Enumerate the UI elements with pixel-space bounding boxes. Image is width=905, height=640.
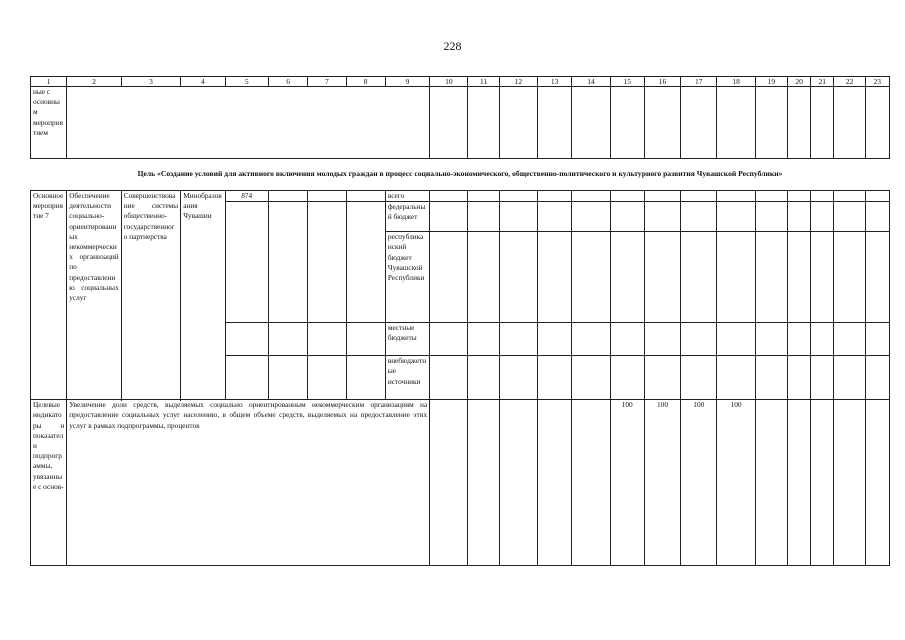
column-number: 12 bbox=[499, 77, 537, 87]
indicator-value: 100 bbox=[644, 400, 680, 566]
source-label: федеральный бюджет bbox=[385, 202, 429, 232]
column-number: 16 bbox=[644, 77, 680, 87]
column-number: 19 bbox=[755, 77, 787, 87]
column-number: 1 bbox=[31, 77, 67, 87]
indicator-value: 100 bbox=[717, 400, 755, 566]
column-number: 22 bbox=[834, 77, 865, 87]
empty-cell bbox=[67, 87, 430, 159]
column-number: 21 bbox=[811, 77, 834, 87]
indicator-text: Увеличение доли средств, выделяемых социально ориентированным некоммерческим организациям на предоставление социальных услуг населению, в общем объеме средств, выделяемых на предоставление этих услуг в рамках подпрограммы, процентов bbox=[67, 400, 430, 566]
column-number: 4 bbox=[181, 77, 225, 87]
indicator-value: 100 bbox=[610, 400, 644, 566]
measure-row-total bbox=[31, 191, 890, 202]
indicator-label: Целевые индикаторы и показатели подпрограммы, увязанные с основ- bbox=[31, 400, 67, 566]
measure-name: Обеспечение деятельности социально-ориентированных некоммерческих организаций по предоставлению социальных услуг bbox=[67, 191, 121, 400]
measure-executor: Минобразования Чувашии bbox=[181, 191, 225, 400]
column-number: 17 bbox=[681, 77, 717, 87]
continuation-label: ные с основным мероприятием bbox=[31, 87, 67, 159]
column-number: 2 bbox=[67, 77, 121, 87]
budget-code: 874 bbox=[225, 191, 268, 202]
column-number: 3 bbox=[121, 77, 180, 87]
source-label: всего bbox=[385, 191, 429, 202]
goal-heading: Цель «Создание условий для активного включения молодых граждан в процесс социально-экономического, общественно-политического и культурного развития Чувашской Республики» bbox=[31, 159, 890, 191]
column-number: 18 bbox=[717, 77, 755, 87]
column-number-row bbox=[31, 77, 890, 87]
column-number: 23 bbox=[865, 77, 889, 87]
program-table bbox=[30, 76, 890, 566]
column-number: 7 bbox=[308, 77, 346, 87]
source-label: местные бюджеты bbox=[385, 323, 429, 356]
goal-row bbox=[31, 159, 890, 191]
source-label: внебюджетные источники bbox=[385, 356, 429, 400]
indicator-row bbox=[31, 400, 890, 566]
measure-status: Основное мероприятие 7 bbox=[31, 191, 67, 400]
column-number: 5 bbox=[225, 77, 268, 87]
continuation-row bbox=[31, 87, 890, 159]
page-number: 228 bbox=[443, 39, 462, 53]
column-number: 13 bbox=[538, 77, 572, 87]
column-number: 11 bbox=[468, 77, 499, 87]
column-number: 14 bbox=[572, 77, 610, 87]
column-number: 15 bbox=[610, 77, 644, 87]
column-number: 6 bbox=[268, 77, 307, 87]
column-number: 20 bbox=[787, 77, 810, 87]
column-number: 9 bbox=[385, 77, 429, 87]
column-number: 10 bbox=[430, 77, 468, 87]
indicator-value: 100 bbox=[681, 400, 717, 566]
column-number: 8 bbox=[346, 77, 385, 87]
source-label: республиканский бюджет Чувашской Республики bbox=[385, 232, 429, 323]
measure-link: Совершенствование системы общественно-государственного партнерства bbox=[121, 191, 180, 400]
